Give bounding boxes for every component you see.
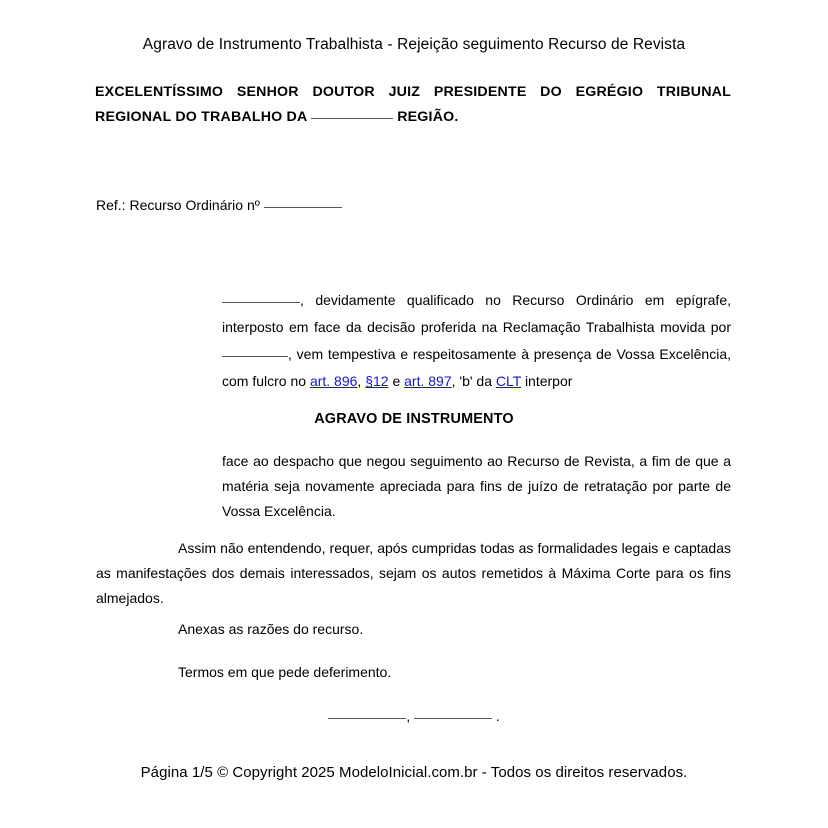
addressee-text-trail: REGIÃO. bbox=[397, 109, 459, 125]
party-name-blank-1[interactable] bbox=[222, 302, 300, 303]
body-paragraph-two: face ao despacho que negou seguimento ao Recurso de Revista, a fim de que a matéria seja novamente apreciada para fins de juízo de retratação por parte de Vossa Excelência. bbox=[222, 453, 731, 519]
page-footer: Página 1/5 © Copyright 2025 ModeloInicial.com.br - Todos os direitos reservados. bbox=[140, 764, 688, 781]
party-name-blank-2[interactable] bbox=[222, 356, 288, 357]
body-text-segment-b: , vem tempestiva e respeitosamente à presença de Vossa Excelência, com fulcro no bbox=[222, 346, 731, 389]
reference-line bbox=[96, 194, 342, 216]
body-text-segment-c: , bbox=[357, 373, 362, 389]
body-paragraph-three: Assim não entendendo, requer, após cumpridas todas as formalidades legais e captadas as manifestações dos demais interessados, sejam os autos remetidos à Máxima Corte para os fins almejados. bbox=[96, 540, 731, 606]
addressee-region-blank[interactable] bbox=[311, 118, 393, 119]
line-termos-deferimento: Termos em que pede deferimento. bbox=[178, 664, 392, 680]
link-clt[interactable]: CLT bbox=[495, 373, 522, 389]
body-text-segment-a: , devidamente qualificado no Recurso Ordinário em epígrafe, interposto em face da decisão proferida na Reclamação Trabalhista movida por bbox=[222, 292, 731, 335]
link-paragrafo-12[interactable]: §12 bbox=[365, 373, 389, 389]
body-text-segment-f: interpor bbox=[524, 373, 573, 389]
place-date-terminator: . bbox=[495, 708, 500, 724]
reference-label: Ref.: Recurso Ordinário nº bbox=[96, 197, 260, 213]
place-date-separator: , bbox=[406, 708, 411, 724]
page-title: Agravo de Instrumento Trabalhista - Rejeição seguimento Recurso de Revista bbox=[142, 36, 686, 53]
addressee-text-lead: EXCELENTÍSSIMO SENHOR DOUTOR JUIZ PRESIDENTE DO EGRÉGIO TRIBUNAL REGIONAL DO TRABALHO DA bbox=[95, 84, 731, 125]
body-text-segment-e: , 'b' da bbox=[451, 373, 492, 389]
section-heading-agravo: AGRAVO DE INSTRUMENTO bbox=[314, 411, 514, 427]
reference-number-blank[interactable] bbox=[264, 207, 342, 208]
link-art-897[interactable]: art. 897 bbox=[404, 373, 452, 389]
link-art-896[interactable]: art. 896 bbox=[309, 373, 358, 389]
date-blank[interactable] bbox=[414, 718, 492, 719]
body-text-segment-d: e bbox=[392, 373, 401, 389]
place-date-line bbox=[0, 708, 828, 724]
body-paragraph-one bbox=[222, 287, 731, 395]
place-blank[interactable] bbox=[328, 718, 406, 719]
line-anexas-razoes: Anexas as razões do recurso. bbox=[178, 621, 364, 637]
addressee-heading bbox=[95, 80, 731, 130]
